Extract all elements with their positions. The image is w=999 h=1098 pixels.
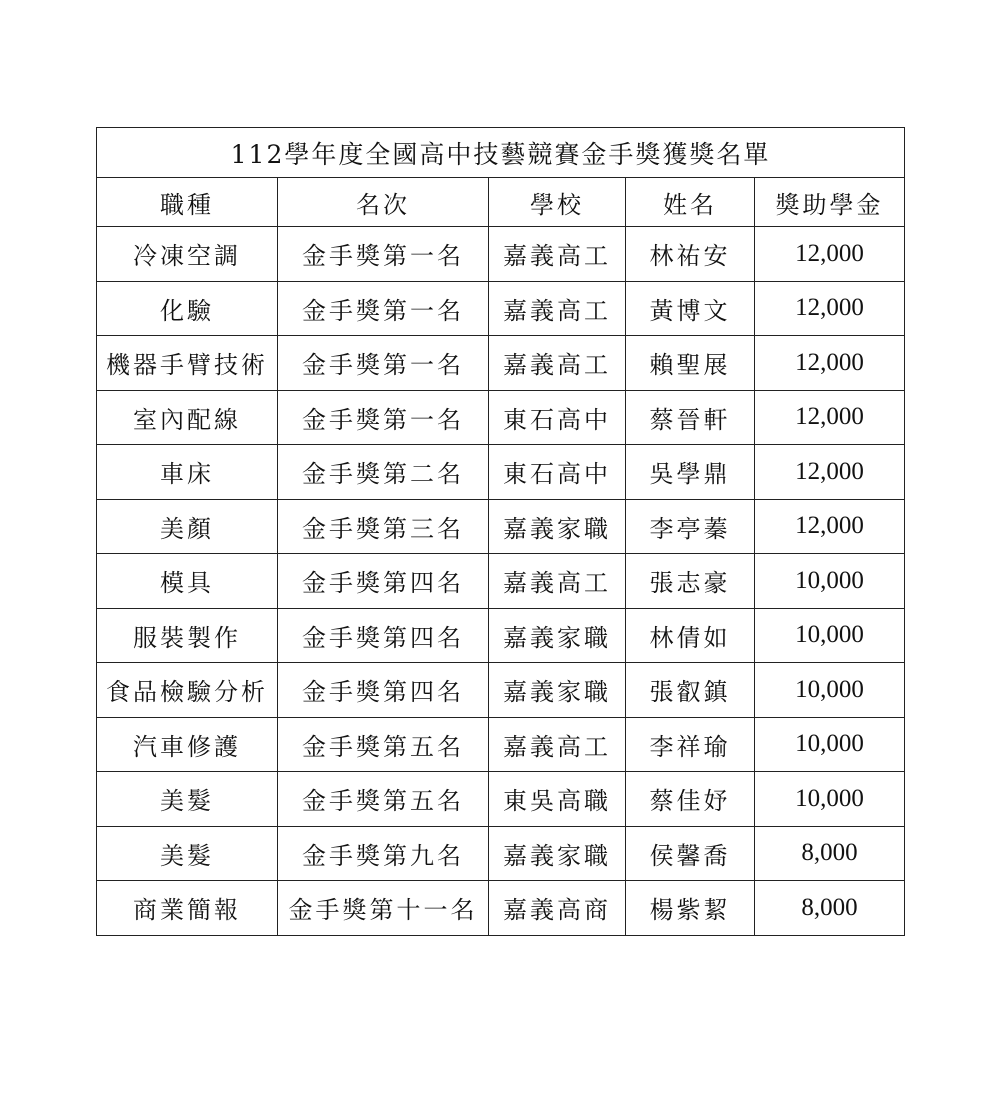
cell-scholarship: 10,000 bbox=[755, 663, 905, 718]
column-header-name: 姓名 bbox=[626, 178, 755, 227]
table-row bbox=[97, 445, 905, 500]
cell-school: 東石高中 bbox=[489, 390, 626, 445]
cell-rank: 金手獎第一名 bbox=[278, 281, 489, 336]
cell-rank: 金手獎第一名 bbox=[278, 390, 489, 445]
cell-school: 嘉義高工 bbox=[489, 281, 626, 336]
cell-trade: 汽車修護 bbox=[97, 717, 278, 772]
cell-school: 嘉義家職 bbox=[489, 826, 626, 881]
cell-name: 吳學鼎 bbox=[626, 445, 755, 500]
cell-school: 嘉義高商 bbox=[489, 881, 626, 936]
column-header-trade: 職種 bbox=[97, 178, 278, 227]
column-header-scholarship: 獎助學金 bbox=[755, 178, 905, 227]
cell-rank: 金手獎第四名 bbox=[278, 608, 489, 663]
cell-school: 嘉義家職 bbox=[489, 499, 626, 554]
table-row bbox=[97, 227, 905, 282]
table-row bbox=[97, 336, 905, 391]
cell-school: 嘉義家職 bbox=[489, 608, 626, 663]
cell-name: 李亭蓁 bbox=[626, 499, 755, 554]
cell-rank: 金手獎第三名 bbox=[278, 499, 489, 554]
table-title: 112學年度全國高中技藝競賽金手獎獲獎名單 bbox=[97, 128, 905, 178]
title-row bbox=[97, 128, 905, 178]
cell-scholarship: 12,000 bbox=[755, 227, 905, 282]
table-row bbox=[97, 281, 905, 336]
cell-scholarship: 12,000 bbox=[755, 445, 905, 500]
cell-rank: 金手獎第九名 bbox=[278, 826, 489, 881]
award-table bbox=[96, 127, 905, 936]
cell-trade: 服裝製作 bbox=[97, 608, 278, 663]
cell-scholarship: 10,000 bbox=[755, 717, 905, 772]
cell-trade: 室內配線 bbox=[97, 390, 278, 445]
cell-scholarship: 12,000 bbox=[755, 336, 905, 391]
table-row bbox=[97, 663, 905, 718]
cell-school: 東吳高職 bbox=[489, 772, 626, 827]
cell-school: 嘉義高工 bbox=[489, 227, 626, 282]
cell-trade: 車床 bbox=[97, 445, 278, 500]
cell-school: 嘉義高工 bbox=[489, 554, 626, 609]
cell-school: 嘉義家職 bbox=[489, 663, 626, 718]
cell-rank: 金手獎第四名 bbox=[278, 663, 489, 718]
table-row bbox=[97, 499, 905, 554]
cell-trade: 美髮 bbox=[97, 772, 278, 827]
cell-trade: 模具 bbox=[97, 554, 278, 609]
cell-school: 東石高中 bbox=[489, 445, 626, 500]
cell-trade: 美髮 bbox=[97, 826, 278, 881]
table-row bbox=[97, 717, 905, 772]
cell-name: 張叡鎮 bbox=[626, 663, 755, 718]
cell-trade: 化驗 bbox=[97, 281, 278, 336]
cell-rank: 金手獎第四名 bbox=[278, 554, 489, 609]
table-row bbox=[97, 772, 905, 827]
cell-name: 李祥瑜 bbox=[626, 717, 755, 772]
cell-scholarship: 8,000 bbox=[755, 826, 905, 881]
table-row bbox=[97, 390, 905, 445]
cell-scholarship: 8,000 bbox=[755, 881, 905, 936]
cell-school: 嘉義高工 bbox=[489, 717, 626, 772]
cell-trade: 冷凍空調 bbox=[97, 227, 278, 282]
cell-name: 林倩如 bbox=[626, 608, 755, 663]
cell-rank: 金手獎第一名 bbox=[278, 336, 489, 391]
cell-scholarship: 12,000 bbox=[755, 390, 905, 445]
cell-scholarship: 12,000 bbox=[755, 281, 905, 336]
cell-name: 侯馨喬 bbox=[626, 826, 755, 881]
cell-name: 黃博文 bbox=[626, 281, 755, 336]
cell-name: 楊紫絜 bbox=[626, 881, 755, 936]
cell-name: 賴聖展 bbox=[626, 336, 755, 391]
cell-scholarship: 12,000 bbox=[755, 499, 905, 554]
table-row bbox=[97, 554, 905, 609]
cell-rank: 金手獎第一名 bbox=[278, 227, 489, 282]
cell-rank: 金手獎第十一名 bbox=[278, 881, 489, 936]
header-row bbox=[97, 178, 905, 227]
cell-name: 蔡晉軒 bbox=[626, 390, 755, 445]
cell-school: 嘉義高工 bbox=[489, 336, 626, 391]
cell-name: 張志豪 bbox=[626, 554, 755, 609]
cell-name: 林祐安 bbox=[626, 227, 755, 282]
cell-trade: 機器手臂技術 bbox=[97, 336, 278, 391]
cell-scholarship: 10,000 bbox=[755, 608, 905, 663]
cell-rank: 金手獎第五名 bbox=[278, 717, 489, 772]
table-row bbox=[97, 881, 905, 936]
cell-scholarship: 10,000 bbox=[755, 554, 905, 609]
cell-scholarship: 10,000 bbox=[755, 772, 905, 827]
table-row bbox=[97, 608, 905, 663]
table-body bbox=[97, 227, 905, 936]
cell-trade: 美顏 bbox=[97, 499, 278, 554]
column-header-school: 學校 bbox=[489, 178, 626, 227]
table-row bbox=[97, 826, 905, 881]
cell-trade: 商業簡報 bbox=[97, 881, 278, 936]
cell-trade: 食品檢驗分析 bbox=[97, 663, 278, 718]
column-header-rank: 名次 bbox=[278, 178, 489, 227]
cell-rank: 金手獎第二名 bbox=[278, 445, 489, 500]
cell-rank: 金手獎第五名 bbox=[278, 772, 489, 827]
cell-name: 蔡佳妤 bbox=[626, 772, 755, 827]
